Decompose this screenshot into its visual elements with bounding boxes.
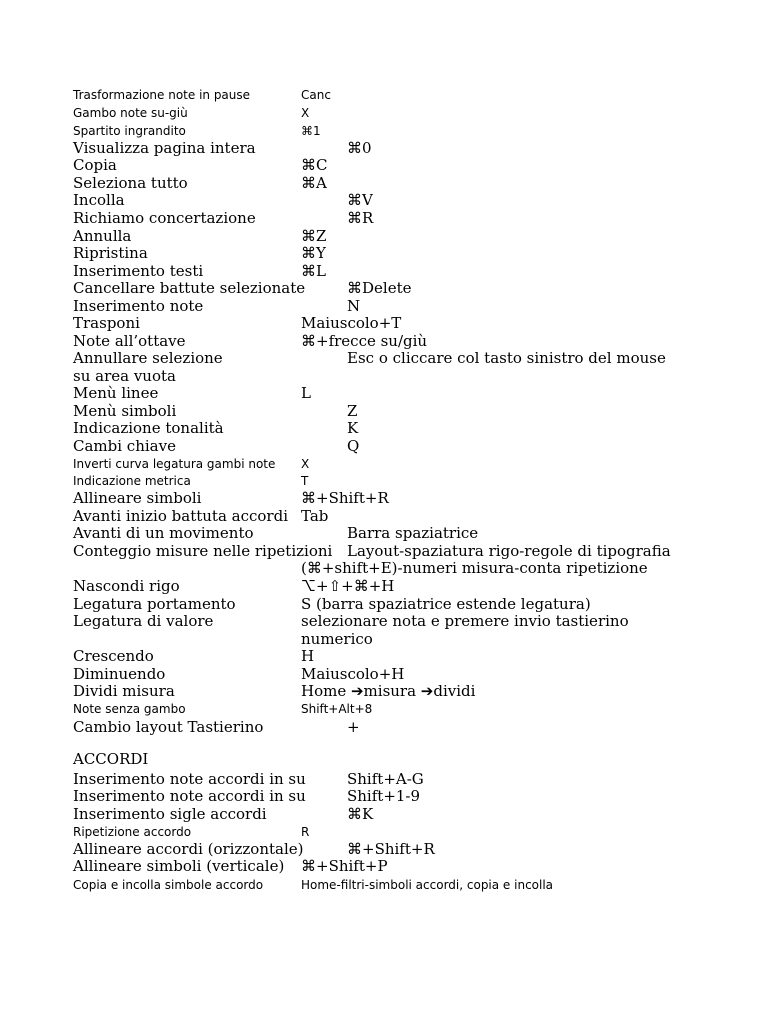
action-label: Nascondi rigo [73,577,180,595]
action-label: Dividi misura [73,682,175,700]
shortcut-key: R [301,825,310,839]
shortcut-key: Maiuscolo+H [301,665,405,683]
shortcut-key: S (barra spaziatrice estende legatura) [301,595,591,613]
shortcut-key: ⌘+frecce su/giù [301,332,428,350]
shortcut-key: Tab [301,507,329,525]
shortcut-key: K [347,419,359,437]
shortcut-key: ⌘Y [301,244,326,262]
action-label: Indicazione metrica [73,474,191,488]
shortcut-key: (⌘+shift+E)-numeri misura-conta ripetizione [301,559,648,577]
shortcut-key: Canc [301,88,331,102]
action-label: Avanti di un movimento [73,524,254,542]
action-label: Trasformazione note in pause [73,88,251,102]
action-label: Legatura portamento [73,595,236,613]
action-label: Inserimento testi [73,262,204,280]
action-label: Cambi chiave [73,437,176,455]
shortcut-key: Barra spaziatrice [347,524,479,542]
shortcut-key: Esc o cliccare col tasto sinistro del mouse [347,349,666,367]
action-label: Annullare selezione [73,349,223,367]
action-label: Crescendo [73,647,154,665]
shortcut-key: Home-filtri-simboli accordi, copia e incolla [301,878,554,892]
shortcut-key: ⌘L [301,262,326,280]
shortcut-key: Shift+A-G [347,770,424,788]
shortcut-key: ⌘K [347,805,374,823]
action-label: Annulla [73,227,132,245]
shortcut-key: Z [347,402,358,420]
action-label: Visualizza pagina intera [73,139,256,157]
action-label: Copia [73,156,117,174]
shortcut-key: ⌘C [301,156,328,174]
action-label: Note senza gambo [73,702,186,716]
action-label: Trasponi [73,314,140,332]
shortcut-key: Q [347,437,360,455]
action-label: Ripetizione accordo [73,825,192,839]
shortcut-key: + [347,718,360,736]
shortcut-key: ⌘R [347,209,374,227]
shortcut-key: ⌘0 [347,139,372,157]
shortcut-key: Maiuscolo+T [301,314,402,332]
shortcut-key: selezionare nota e premere invio tastierino [301,612,629,630]
shortcut-key: ⌘Delete [347,279,412,297]
action-label: Allineare simboli [73,489,202,507]
shortcut-key: N [347,297,361,315]
action-label: Inserimento note accordi in su [73,787,306,805]
shortcut-key: Home ➔misura ➔dividi [301,682,476,700]
action-label: su area vuota [73,367,176,385]
action-label: Avanti inizio battuta accordi [73,507,288,525]
shortcut-key: ⌥+⇧+⌘+H [301,577,395,595]
shortcut-key: ⌘V [347,191,373,209]
shortcut-key: Shift+Alt+8 [301,702,373,716]
action-label: Inverti curva legatura gambi note [73,457,276,471]
shortcut-key: X [301,106,310,120]
action-label: Inserimento sigle accordi [73,805,267,823]
action-label: Seleziona tutto [73,174,188,192]
shortcut-key: numerico [301,630,373,648]
shortcut-key: L [301,384,311,402]
action-label: Copia e incolla simbole accordo [73,878,264,892]
action-label: Spartito ingrandito [73,124,186,138]
action-label: Incolla [73,191,125,209]
shortcut-key: ⌘Z [301,227,327,245]
action-label: Note all’ottave [73,332,186,350]
action-label: Menù simboli [73,402,177,420]
shortcut-key: ⌘1 [301,124,321,138]
action-label: Menù linee [73,384,159,402]
action-label: Inserimento note accordi in su [73,770,306,788]
action-label: Ripristina [73,244,148,262]
action-label: Cambio layout Tastierino [73,718,264,736]
shortcut-key: ⌘+Shift+R [347,840,435,858]
action-label: Legatura di valore [73,612,214,630]
shortcut-key: H [301,647,315,665]
shortcut-key: Shift+1-9 [347,787,421,805]
action-label: Allineare accordi (orizzontale) [73,840,304,858]
action-label: Allineare simboli (verticale) [73,857,285,875]
shortcut-key: ⌘+Shift+R [301,489,389,507]
shortcut-key: X [301,457,310,471]
shortcut-key: ⌘A [301,174,327,192]
shortcut-key: Layout-spaziatura rigo-regole di tipografia [347,542,671,560]
action-label: Inserimento note [73,297,204,315]
action-label: Cancellare battute selezionate [73,279,306,297]
action-label: Indicazione tonalità [73,419,224,437]
action-label: Richiamo concertazione [73,209,256,227]
action-label: Diminuendo [73,665,166,683]
action-label: Gambo note su-giù [73,106,188,120]
shortcut-key: ⌘+Shift+P [301,857,388,875]
action-label: Conteggio misure nelle ripetizioni [73,542,333,560]
section-heading-accordi: ACCORDI [73,750,149,768]
shortcut-key: T [301,474,309,488]
